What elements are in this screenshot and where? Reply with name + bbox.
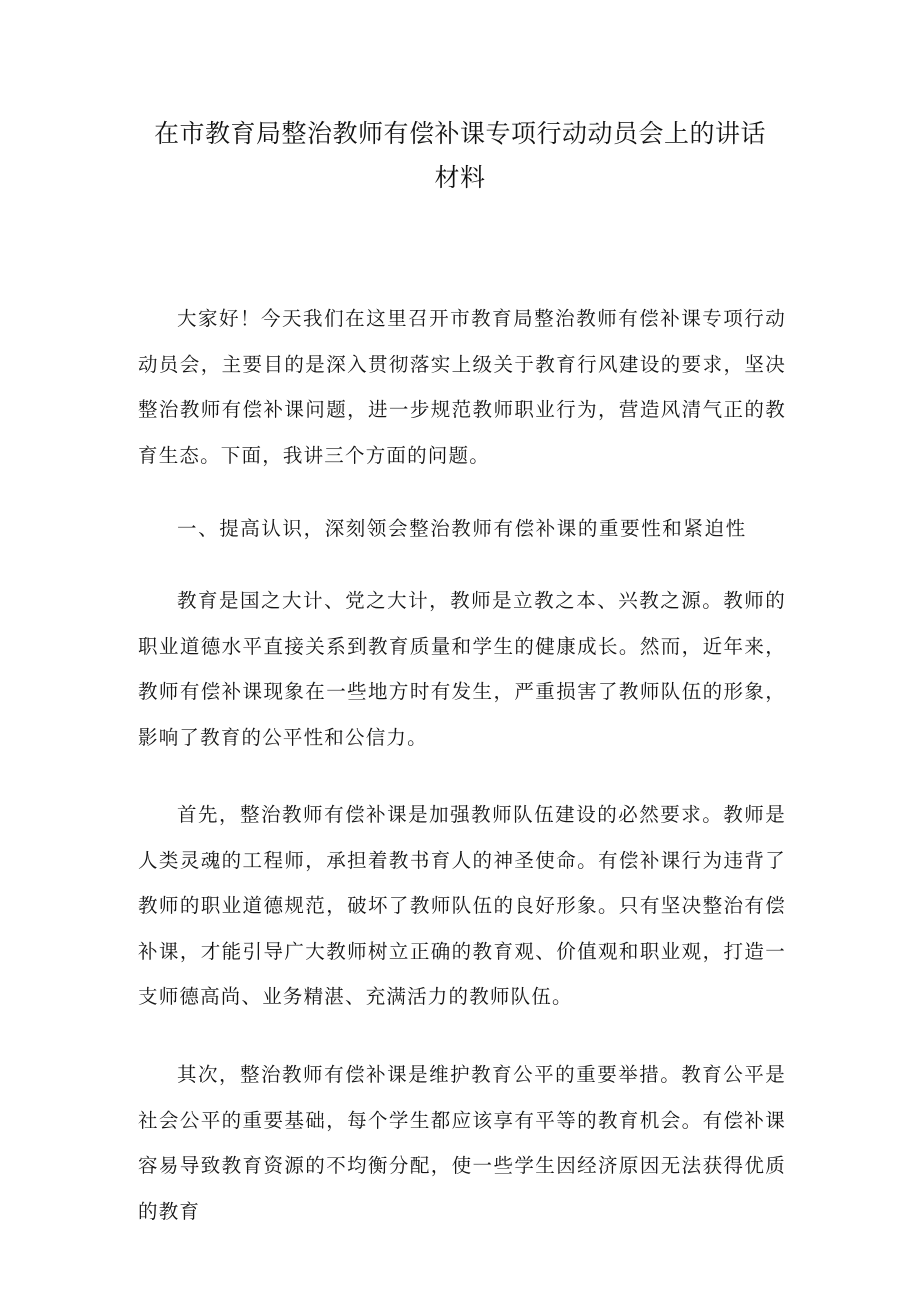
section-heading-1: 一、提高认识，深刻领会整治教师有偿补课的重要性和紧迫性 — [177, 517, 747, 540]
body-paragraph-1: 教育是国之大计、党之大计，教师是立教之本、兴教之源。教师的职业道德水平直接关系到教育质量和学生的健康成长。然而，近年来，教师有偿补课现象在一些地方时有发生，严重损害了教师队伍的形象，影响了教育的公平性和公信力。 — [138, 589, 786, 749]
body-paragraph-2: 首先，整治教师有偿补课是加强教师队伍建设的必然要求。教师是人类灵魂的工程师，承担着教书育人的神圣使命。有偿补课行为违背了教师的职业道德规范，破坏了教师队伍的良好形象。只有坚决整治有偿补课，才能引导广大教师树立正确的教育观、价值观和职业观，打造一支师德高尚、业务精湛、充满活力的教师队伍。 — [138, 803, 786, 1008]
body-paragraph-3: 其次，整治教师有偿补课是维护教育公平的重要举措。教育公平是社会公平的重要基础，每个学生都应该享有平等的教育机会。有偿补课容易导致教育资源的不均衡分配，使一些学生因经济原因无法获得优质的教育 — [138, 1063, 786, 1223]
intro-paragraph: 大家好！今天我们在这里召开市教育局整治教师有偿补课专项行动动员会，主要目的是深入贯彻落实上级关于教育行风建设的要求，坚决整治教师有偿补课问题，进一步规范教师职业行为，营造风清气正的教育生态。下面，我讲三个方面的问题。 — [138, 307, 786, 467]
document-title: 在市教育局整治教师有偿补课专项行动动员会上的讲话材料 — [153, 119, 766, 192]
